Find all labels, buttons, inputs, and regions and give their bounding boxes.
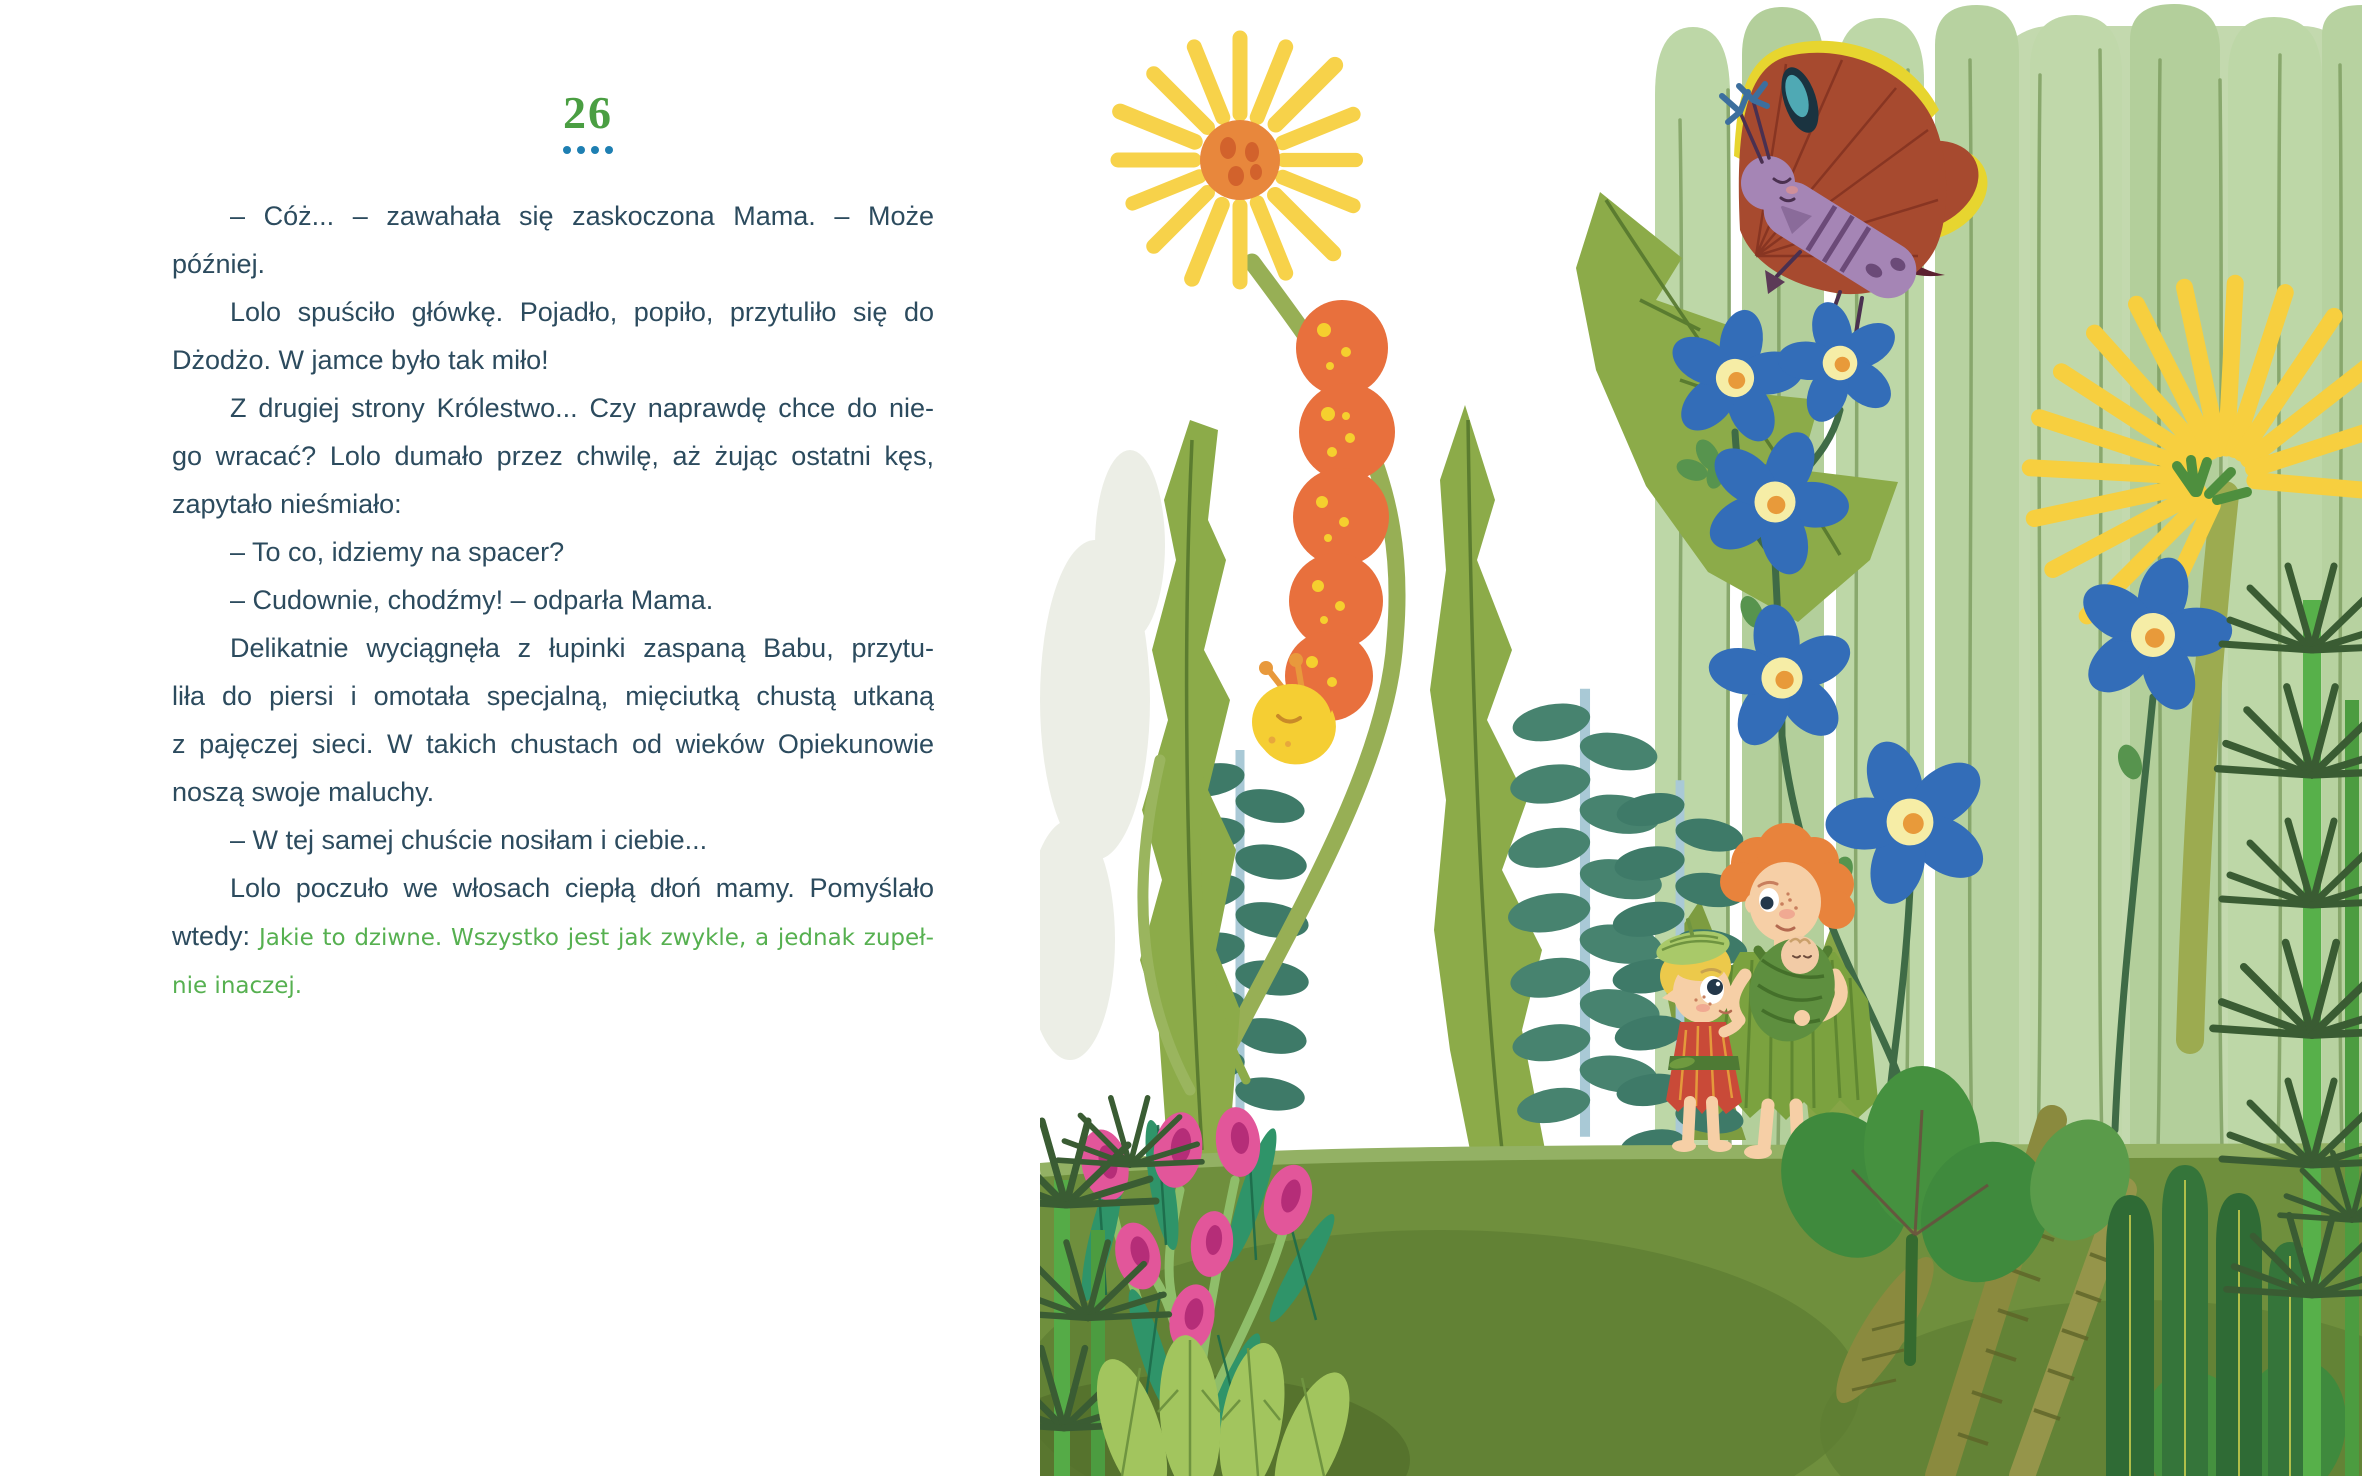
text-line bbox=[172, 384, 934, 432]
page-number-dots bbox=[563, 146, 613, 154]
text-line bbox=[172, 624, 934, 672]
text-segment: Jakie to dziwne. Wszystko jest jak zwykle, a jednak zupeł- bbox=[258, 925, 934, 951]
text-line bbox=[172, 864, 934, 912]
text-segment: Lolo poczuło we włosach ciepłą dłoń mamy. Pomyślało bbox=[230, 873, 934, 903]
text-line bbox=[172, 240, 934, 288]
text-segment: – Cóż... – zawahała się zaskoczona Mama. – Może bbox=[230, 201, 934, 231]
text-line bbox=[172, 768, 934, 816]
text-line bbox=[172, 480, 934, 528]
text-line bbox=[172, 672, 934, 720]
text-segment: liła do piersi i omotała specjalną, mięciutką chustą utkaną bbox=[172, 681, 934, 711]
text-segment: – W tej samej chuście nosiłam i ciebie... bbox=[230, 825, 708, 855]
text-line bbox=[172, 816, 934, 864]
text-segment: później. bbox=[172, 249, 266, 279]
dot bbox=[563, 146, 571, 154]
text-segment: nie inaczej. bbox=[172, 973, 303, 999]
dot bbox=[577, 146, 585, 154]
dot bbox=[591, 146, 599, 154]
page-number: 26 bbox=[563, 87, 613, 138]
text-line bbox=[172, 336, 934, 384]
text-line bbox=[172, 288, 934, 336]
text-line bbox=[172, 528, 934, 576]
text-segment: go wracać? Lolo dumało przez chwilę, aż żując ostatni kęs, bbox=[172, 441, 934, 471]
text-line bbox=[172, 432, 934, 480]
text-segment: Delikatnie wyciągnęła z łupinki zaspaną Babu, przytu- bbox=[230, 633, 934, 663]
caterpillar bbox=[1252, 300, 1395, 764]
text-segment: – To co, idziemy na spacer? bbox=[230, 537, 565, 567]
text-segment: – Cudownie, chodźmy! – odparła Mama. bbox=[230, 585, 714, 615]
dot bbox=[605, 146, 613, 154]
text-segment: z pajęczej sieci. W takich chustach od wieków Opiekunowie bbox=[172, 729, 934, 759]
text-segment: noszą swoje maluchy. bbox=[172, 777, 435, 807]
text-line bbox=[172, 960, 934, 1008]
text-line bbox=[172, 192, 934, 240]
text-segment: Z drugiej strony Królestwo... Czy naprawdę chce do nie- bbox=[230, 393, 934, 423]
text-line bbox=[172, 576, 934, 624]
text-line bbox=[172, 720, 934, 768]
illustration bbox=[1040, 0, 2362, 1476]
text-segment: Lolo spuściło główkę. Pojadło, popiło, przytuliło się do bbox=[230, 297, 934, 327]
text-line bbox=[172, 912, 934, 960]
text-block bbox=[172, 192, 934, 1008]
text-segment: Dżodżo. W jamce było tak miło! bbox=[172, 345, 549, 375]
text-segment: zapytało nieśmiało: bbox=[172, 489, 402, 519]
text-segment: wtedy: bbox=[172, 921, 259, 951]
